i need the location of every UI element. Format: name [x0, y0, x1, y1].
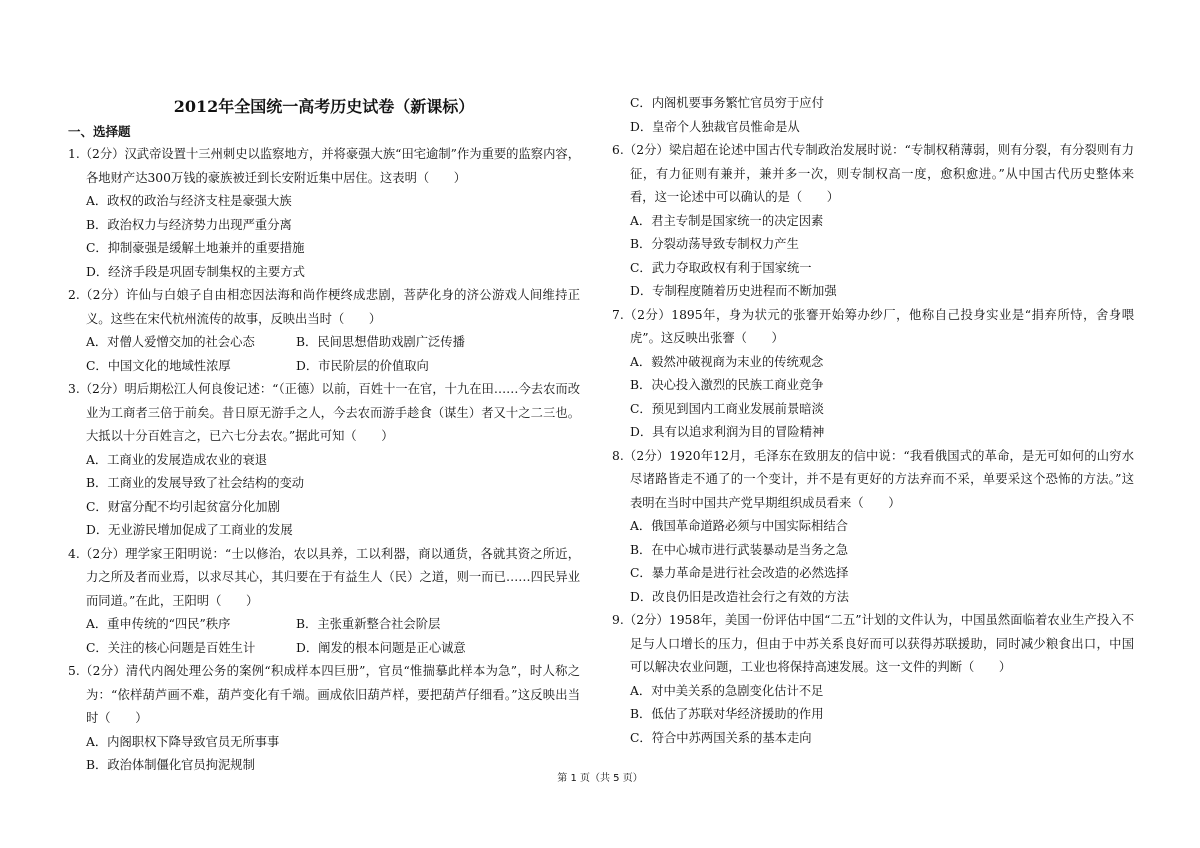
question-number: 8. — [612, 448, 624, 463]
question-text: （2分）明后期松江人何良俊记述：“（正德）以前，百姓十一在官，十九在田……今去农而改业为工商者三倍于前矣。昔日原无游手之人，今去农而游手趁食（谋生）者又十之二三也。大抵以十分百姓言之，已六七分去农。”据此可知（ ） — [79, 382, 580, 443]
option: A．对中美关系的急剧变化估计不足 — [630, 683, 824, 698]
option: A．君主专制是国家统一的决定因素 — [630, 213, 824, 228]
option: D．具有以追求利润为目的冒险精神 — [630, 425, 825, 439]
page-footer: 第 1 页（共 5 页） — [557, 773, 643, 784]
option: C．抑制豪强是缓解土地兼并的重要措施 — [86, 241, 305, 255]
option: A．重申传统的“四民”秩序 — [86, 617, 231, 631]
question-stem — [612, 139, 1134, 210]
question-number: 5. — [68, 664, 80, 678]
question-6 — [612, 139, 1134, 304]
option-row — [68, 355, 580, 379]
question-1 — [68, 143, 580, 284]
option: C．内阁机要事务繁忙官员穷于应付 — [630, 96, 824, 110]
option: B．政治体制僵化官员拘泥规制 — [86, 758, 255, 772]
option: C．预见到国内工商业发展前景暗淡 — [630, 401, 824, 416]
option: D．市民阶层的价值取向 — [296, 358, 429, 373]
option: C．武力夺取政权有利于国家统一 — [630, 260, 812, 275]
question-text: （2分）1958年，美国一份评估中国“二五”计划的文件认为，中国虽然面临着农业生产投入不足与人口增长的压力，但由于中苏关系良好而可以获得苏联援助，同时减少粮食出口，中国可以解决农业问题，工业也将保持高速发展。这一文件的判断（ ） — [623, 613, 1134, 674]
question-text: （2分）理学家王阳明说：“士以修治，农以具养，工以利器，商以通货，各就其资之所近，力之所及者而业焉，以求尽其心，其归要在于有益生人（民）之道，则一而已……四民异业而同道。”在此，王阳明（ ） — [79, 546, 580, 608]
question-number: 1. — [68, 147, 80, 161]
option: B．民间思想借助戏剧广泛传播 — [296, 335, 465, 349]
option: A．俄国革命道路必须与中国实际相结合 — [630, 519, 848, 533]
question-5 — [68, 660, 580, 778]
section-title: 一、选择题 — [68, 124, 131, 139]
question-number: 9. — [612, 613, 624, 627]
option: B．工商业的发展导致了社会结构的变动 — [86, 476, 305, 490]
question-text: （2分）许仙与白娘子自由相恋因法海和尚作梗终成悲剧，菩萨化身的济公游戏人间维持正义。这些在宋代杭州流传的故事，反映出当时（ ） — [79, 288, 580, 326]
option: B．决心投入激烈的民族工商业竞争 — [630, 378, 824, 392]
option-row — [68, 637, 580, 661]
option: D．专制程度随着历史进程而不断加强 — [630, 284, 837, 298]
question-stem — [68, 378, 580, 449]
option: B．分裂动荡导致专制权力产生 — [630, 237, 799, 251]
question-stem — [612, 609, 1134, 680]
question-stem — [68, 143, 580, 190]
option: C．财富分配不均引起贫富分化加剧 — [86, 499, 280, 514]
question-3 — [68, 378, 580, 543]
option: B．主张重新整合社会阶层 — [296, 617, 441, 631]
option: D．无业游民增加促成了工商业的发展 — [86, 523, 293, 537]
exam-title: 2012年全国统一高考历史试卷（新课标） — [173, 97, 475, 116]
option: A．对僧人爱憎交加的社会心态 — [86, 335, 255, 349]
question-number: 2. — [68, 288, 80, 302]
option: C．符合中苏两国关系的基本走向 — [630, 730, 812, 745]
question-number: 4. — [68, 546, 80, 561]
option: A．毅然冲破视商为末业的传统观念 — [630, 354, 824, 369]
question-text: （2分）清代内阁处理公务的案例“积成样本四巨册”，官员“惟揣摹此样本为急”，时人称之为：“依样葫芦画不难，葫芦变化有千端。画成依旧葫芦样，要把葫芦仔细看。”这反映出当时（ ） — [79, 664, 580, 725]
question-stem — [68, 543, 580, 614]
question-stem — [68, 660, 580, 731]
question-number: 7. — [612, 307, 624, 322]
option: D．经济手段是巩固专制集权的主要方式 — [86, 264, 305, 279]
question-stem — [68, 284, 580, 331]
left-column — [68, 121, 580, 778]
option: A．内阁职权下降导致官员无所事事 — [86, 734, 280, 749]
option: C．中国文化的地域性浓厚 — [86, 358, 231, 373]
question-text: （2分）1920年12月，毛泽东在致朋友的信中说：“我看俄国式的革命，是无可如何的山穷水尽诸路皆走不通了的一个变计，并不是有更好的方法弃而不采，单要采这个恐怖的方法。”这表明在当时中国共产党早期组织成员看来（ ） — [623, 448, 1134, 510]
option-row — [68, 331, 580, 355]
option: D．改良仍旧是改造社会行之有效的方法 — [630, 589, 849, 604]
right-column — [612, 92, 1134, 750]
option: D．皇帝个人独裁官员惟命是从 — [630, 119, 800, 134]
option: A．工商业的发展造成农业的衰退 — [86, 452, 268, 467]
option: C．暴力革命是进行社会改造的必然选择 — [630, 566, 849, 580]
option: D．阐发的根本问题是正心诚意 — [296, 640, 466, 655]
option: C．关注的核心问题是百姓生计 — [86, 640, 256, 655]
question-text: （2分）汉武帝设置十三州刺史以监察地方，并将豪强大族“田宅逾制”作为重要的监察内容，各地财产达300万钱的豪族被迁到长安附近集中居住。这表明（ ） — [79, 147, 580, 185]
option: B．在中心城市进行武装暴动是当务之急 — [630, 542, 849, 557]
option: B．低估了苏联对华经济援助的作用 — [630, 707, 824, 721]
question-4 — [68, 543, 580, 661]
question-8 — [612, 445, 1134, 610]
question-stem — [612, 445, 1134, 516]
question-9 — [612, 609, 1134, 750]
question-stem — [612, 304, 1134, 351]
question-7 — [612, 304, 1134, 445]
question-text: （2分）1895年，身为状元的张謇开始筹办纱厂，他称自己投身实业是“捐弃所恃，舍身喂虎”。这反映出张謇（ ） — [623, 307, 1134, 345]
option-row — [68, 613, 580, 637]
question-number: 3. — [68, 382, 80, 396]
option: B．政治权力与经济势力出现严重分离 — [86, 217, 292, 232]
question-number: 6. — [612, 143, 624, 157]
question-2 — [68, 284, 580, 378]
option: A．政权的政治与经济支柱是豪强大族 — [86, 194, 292, 208]
question-text: （2分）梁启超在论述中国古代专制政治发展时说：“专制权稍薄弱，则有分裂，有分裂则有力征，有力征则有兼并，兼并多一次，则专制权高一度，愈积愈进。”从中国古代历史整体来看，这一论述中可以确认的是（ ） — [623, 143, 1134, 204]
